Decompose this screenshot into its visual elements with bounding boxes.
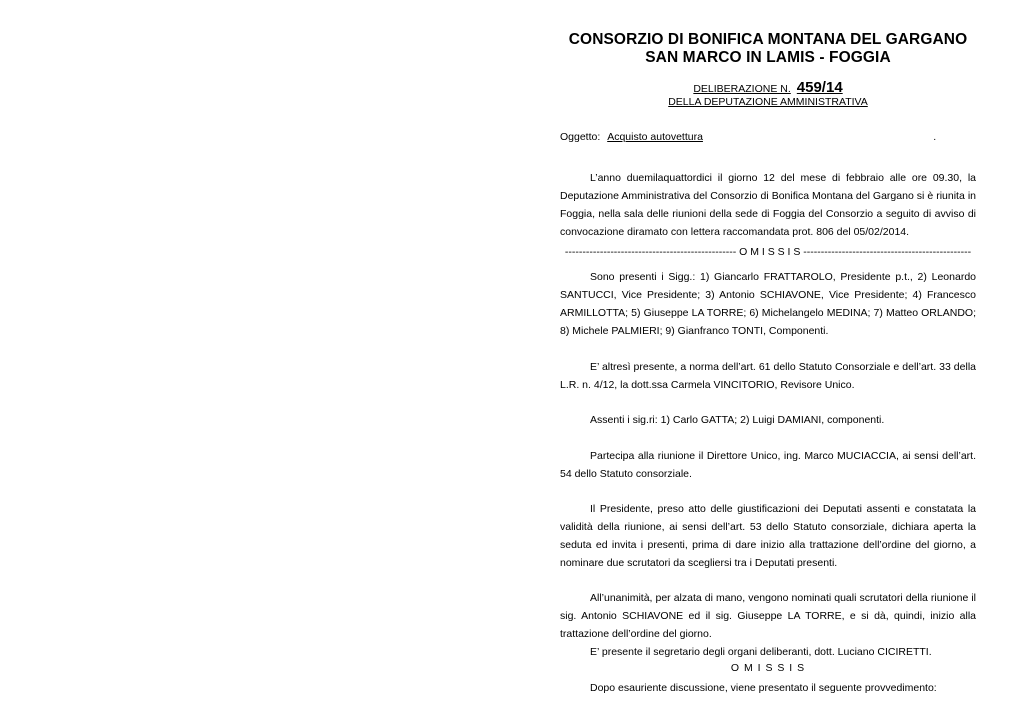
- deputation-heading: DELLA DEPUTAZIONE AMMINISTRATIVA: [668, 96, 868, 108]
- paragraph-auditor: E’ altresì presente, a norma dell’art. 61 dello Statuto Consorziale e dell’art. 33 della L.R. n. 4/12, la dott.ssa Carmela VINCITORIO, Revisore Unico.: [560, 361, 976, 391]
- paragraph-meeting: L’anno duemilaquattordici il giorno 12 del mese di febbraio alle ore 09.30, la Deputazione Amministrativa del Consorzio di Bonifica Montana del Gargano si è riunita in Foggia, nella sala delle riunioni della sede di Foggia del Consorzio a seguito di avviso di convocazione diramato con lettera raccomandata prot. 806 del 05/02/2014.: [560, 172, 976, 238]
- paragraph-present-members: Sono presenti i Sigg.: 1) Giancarlo FRATTAROLO, Presidente p.t., 2) Leonardo SANTUCCI, Vice Presidente; 3) Antonio SCHIAVONE, Vice Presidente; 4) Francesco ARMILLOTTA; 5) Giuseppe LA TORRE; 6) Michelangelo MEDINA; 7) Matteo ORLANDO; 8) Michele PALMIERI; 9) Gianfranco TONTI, Componenti.: [560, 271, 976, 337]
- subject-end: .: [933, 131, 937, 143]
- subject-label: Oggetto:: [560, 131, 601, 143]
- consortium-location: SAN MARCO IN LAMIS - FOGGIA: [645, 49, 891, 66]
- consortium-name: CONSORZIO DI BONIFICA MONTANA DEL GARGANO: [568, 31, 968, 48]
- deliberation-line: [560, 79, 976, 96]
- paragraph-scrutineers: All’unanimità, per alzata di mano, vengono nominati quali scrutatori della riunione il sig. Antonio SCHIAVONE ed il sig. Giuseppe LA TORRE, e si dà, quindi, inizio alla trattazione dell’ordine del giorno.: [560, 592, 976, 640]
- paragraph-secretary: E’ presente il segretario degli organi deliberanti, dott. Luciano CICIRETTI.: [590, 646, 932, 658]
- paragraph-discussion: Dopo esauriente discussione, viene presentato il seguente provvedimento:: [590, 682, 937, 694]
- deliberation-number: 459/14: [796, 79, 843, 96]
- document-page: [560, 0, 976, 724]
- subject-line: [560, 131, 976, 143]
- omissis-separator: ------------------------------------------------- O M I S S I S ------------------------------------------------: [564, 246, 972, 258]
- omissis-center: O M I S S I S: [730, 662, 806, 674]
- deliberation-label: DELIBERAZIONE N.: [693, 83, 791, 95]
- paragraph-president: Il Presidente, preso atto delle giustificazioni dei Deputati assenti e constatata la validità della riunione, ai sensi dell’art. 53 dello Statuto consorziale, dichiara aperta la seduta ed invita i presenti, prima di dare inizio alla trattazione dell’ordine del giorno, a nominare due scrutatori da scegliersi tra i Deputati presenti.: [560, 503, 976, 569]
- subject-text: Acquisto autovettura: [607, 131, 703, 143]
- paragraph-absent: Assenti i sig.ri: 1) Carlo GATTA; 2) Luigi DAMIANI, componenti.: [590, 414, 885, 426]
- paragraph-director: Partecipa alla riunione il Direttore Unico, ing. Marco MUCIACCIA, ai sensi dell’art. 54 dello Statuto consorziale.: [560, 450, 976, 480]
